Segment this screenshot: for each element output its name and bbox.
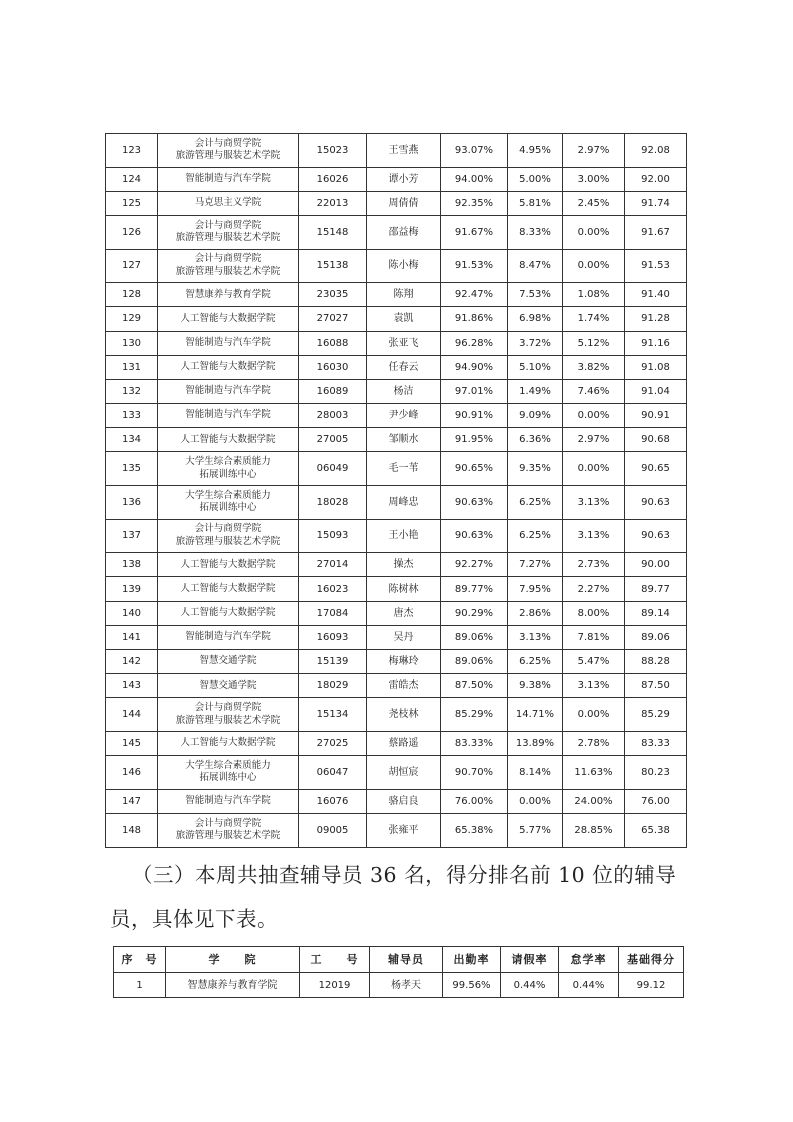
college-line: 人工智能与大数据学院 (180, 582, 276, 594)
cell-score: 89.14 (625, 601, 687, 625)
cell-id: 18028 (299, 486, 367, 520)
cell-college (158, 134, 299, 168)
cell-college (158, 650, 299, 674)
college-line: 大学生综合素质能力 (185, 489, 271, 501)
cell-rank: 131 (106, 355, 158, 379)
table-row (106, 486, 687, 520)
table-row (106, 813, 687, 847)
cell-leave: 5.81% (508, 191, 563, 215)
cell-name: 陈树林 (367, 577, 441, 601)
cell-id: 15139 (299, 650, 367, 674)
college-line: 人工智能与大数据学院 (180, 606, 276, 618)
cell-leave: 6.98% (508, 307, 563, 331)
cell-name: 谭小芳 (367, 167, 441, 191)
cell-name: 杨洁 (367, 379, 441, 403)
college-line: 智能制造与汽车学院 (185, 795, 271, 807)
cell-name: 陈小梅 (367, 249, 441, 283)
cell-leave: 8.14% (508, 756, 563, 790)
college-line: 旅游管理与服装艺术学院 (175, 714, 281, 726)
cell-rank: 140 (106, 601, 158, 625)
cell-rank: 148 (106, 813, 158, 847)
cell-leave: 2.86% (508, 601, 563, 625)
cell-name: 胡恒宸 (367, 756, 441, 790)
table-cell: 0.44% (501, 973, 559, 998)
cell-absence: 3.13% (563, 674, 625, 698)
table-row (106, 625, 687, 649)
table-cell: 杨孝天 (370, 973, 443, 998)
top10-table (113, 946, 684, 998)
cell-name: 操杰 (367, 553, 441, 577)
cell-absence: 0.00% (563, 452, 625, 486)
cell-absence: 2.97% (563, 428, 625, 452)
cell-score: 91.28 (625, 307, 687, 331)
cell-rank: 143 (106, 674, 158, 698)
table-cell: 0.44% (559, 973, 619, 998)
cell-rank: 139 (106, 577, 158, 601)
table-row (106, 191, 687, 215)
cell-college (158, 486, 299, 520)
cell-leave: 8.33% (508, 215, 563, 249)
cell-rank: 135 (106, 452, 158, 486)
college-line: 大学生综合素质能力 (185, 456, 271, 468)
cell-college (158, 756, 299, 790)
college-line: 人工智能与大数据学院 (180, 433, 276, 445)
cell-attendance: 90.63% (441, 519, 508, 553)
cell-attendance: 90.70% (441, 756, 508, 790)
column-header: 辅导员 (370, 947, 443, 973)
cell-absence: 28.85% (563, 813, 625, 847)
college-line: 会计与商贸学院 (194, 523, 262, 535)
cell-college (158, 601, 299, 625)
college-line: 旅游管理与服装艺术学院 (175, 830, 281, 842)
cell-rank: 141 (106, 625, 158, 649)
cell-score: 91.04 (625, 379, 687, 403)
cell-attendance: 90.65% (441, 452, 508, 486)
cell-college (158, 625, 299, 649)
cell-id: 27005 (299, 428, 367, 452)
college-line: 拓展训练中心 (199, 772, 257, 784)
college-line: 旅游管理与服装艺术学院 (175, 265, 281, 277)
table-row (106, 789, 687, 813)
cell-rank: 136 (106, 486, 158, 520)
cell-score: 91.40 (625, 283, 687, 307)
cell-rank: 138 (106, 553, 158, 577)
cell-college (158, 731, 299, 755)
cell-college (158, 674, 299, 698)
cell-name: 尹少峰 (367, 404, 441, 428)
table-cell: 12019 (300, 973, 370, 998)
cell-attendance: 89.06% (441, 625, 508, 649)
cell-rank: 123 (106, 134, 158, 168)
cell-rank: 129 (106, 307, 158, 331)
section-paragraph (110, 853, 695, 941)
cell-attendance: 76.00% (441, 789, 508, 813)
college-line: 大学生综合素质能力 (185, 759, 271, 771)
cell-absence: 1.08% (563, 283, 625, 307)
cell-absence: 0.00% (563, 698, 625, 732)
college-line: 智能制造与汽车学院 (185, 385, 271, 397)
cell-attendance: 90.91% (441, 404, 508, 428)
cell-attendance: 89.77% (441, 577, 508, 601)
cell-id: 15138 (299, 249, 367, 283)
cell-leave: 6.25% (508, 650, 563, 674)
cell-id: 16030 (299, 355, 367, 379)
cell-attendance: 65.38% (441, 813, 508, 847)
cell-leave: 14.71% (508, 698, 563, 732)
cell-score: 90.63 (625, 486, 687, 520)
cell-absence: 3.00% (563, 167, 625, 191)
cell-leave: 5.00% (508, 167, 563, 191)
cell-id: 27027 (299, 307, 367, 331)
cell-attendance: 87.50% (441, 674, 508, 698)
table-row (106, 428, 687, 452)
cell-name: 骆启良 (367, 789, 441, 813)
cell-attendance: 83.33% (441, 731, 508, 755)
cell-college (158, 789, 299, 813)
top10-header-row (114, 947, 684, 973)
cell-score: 76.00 (625, 789, 687, 813)
paragraph-text: （三）本周共抽查辅导员 36 名，得分排名前 10 位的辅导员，具体见下表。 (110, 863, 677, 931)
cell-id: 06047 (299, 756, 367, 790)
cell-college (158, 698, 299, 732)
cell-name: 张亚飞 (367, 331, 441, 355)
cell-college (158, 355, 299, 379)
cell-name: 周峰忠 (367, 486, 441, 520)
table-row (106, 134, 687, 168)
table-row (106, 355, 687, 379)
cell-attendance: 94.00% (441, 167, 508, 191)
cell-name: 王雪燕 (367, 134, 441, 168)
table-cell: 99.56% (443, 973, 501, 998)
cell-id: 16088 (299, 331, 367, 355)
table-row (106, 601, 687, 625)
cell-college (158, 452, 299, 486)
cell-score: 90.65 (625, 452, 687, 486)
cell-leave: 0.00% (508, 789, 563, 813)
cell-leave: 3.72% (508, 331, 563, 355)
cell-absence: 0.00% (563, 215, 625, 249)
cell-score: 80.23 (625, 756, 687, 790)
college-line: 智慧康养与教育学院 (185, 288, 271, 300)
cell-absence: 2.73% (563, 553, 625, 577)
cell-college (158, 404, 299, 428)
cell-rank: 137 (106, 519, 158, 553)
college-line: 拓展训练中心 (199, 502, 257, 514)
cell-leave: 9.09% (508, 404, 563, 428)
table-row (106, 731, 687, 755)
cell-rank: 124 (106, 167, 158, 191)
cell-college (158, 167, 299, 191)
college-line: 马克思主义学院 (194, 197, 262, 209)
cell-college (158, 428, 299, 452)
college-line: 智慧交通学院 (199, 679, 257, 691)
cell-name: 邹顺水 (367, 428, 441, 452)
cell-score: 91.74 (625, 191, 687, 215)
cell-college (158, 331, 299, 355)
table-row (106, 577, 687, 601)
college-line: 旅游管理与服装艺术学院 (175, 535, 281, 547)
cell-leave: 7.27% (508, 553, 563, 577)
cell-college (158, 379, 299, 403)
cell-id: 15148 (299, 215, 367, 249)
cell-leave: 7.53% (508, 283, 563, 307)
cell-college (158, 249, 299, 283)
cell-score: 87.50 (625, 674, 687, 698)
cell-attendance: 93.07% (441, 134, 508, 168)
table-cell: 99.12 (619, 973, 684, 998)
cell-college (158, 519, 299, 553)
cell-id: 16076 (299, 789, 367, 813)
cell-score: 90.91 (625, 404, 687, 428)
college-line: 人工智能与大数据学院 (180, 312, 276, 324)
cell-rank: 126 (106, 215, 158, 249)
table-row (106, 650, 687, 674)
cell-rank: 142 (106, 650, 158, 674)
ranking-table (105, 133, 687, 848)
cell-name: 张雍平 (367, 813, 441, 847)
cell-rank: 144 (106, 698, 158, 732)
cell-name: 袁凯 (367, 307, 441, 331)
cell-college (158, 191, 299, 215)
cell-id: 15023 (299, 134, 367, 168)
ranking-table-body (106, 134, 687, 848)
college-line: 智能制造与汽车学院 (185, 336, 271, 348)
cell-name: 任春云 (367, 355, 441, 379)
cell-id: 09005 (299, 813, 367, 847)
cell-name: 梅琳玲 (367, 650, 441, 674)
cell-id: 16023 (299, 577, 367, 601)
cell-score: 91.67 (625, 215, 687, 249)
cell-leave: 6.36% (508, 428, 563, 452)
cell-college (158, 307, 299, 331)
cell-attendance: 85.29% (441, 698, 508, 732)
column-header: 学 院 (166, 947, 300, 973)
cell-score: 92.08 (625, 134, 687, 168)
cell-id: 06049 (299, 452, 367, 486)
cell-absence: 3.13% (563, 519, 625, 553)
cell-absence: 7.46% (563, 379, 625, 403)
college-line: 人工智能与大数据学院 (180, 737, 276, 749)
college-line: 旅游管理与服装艺术学院 (175, 232, 281, 244)
cell-attendance: 92.27% (441, 553, 508, 577)
cell-college (158, 283, 299, 307)
cell-absence: 2.97% (563, 134, 625, 168)
column-header: 请假率 (501, 947, 559, 973)
cell-attendance: 92.35% (441, 191, 508, 215)
cell-rank: 147 (106, 789, 158, 813)
cell-score: 90.63 (625, 519, 687, 553)
cell-absence: 11.63% (563, 756, 625, 790)
table-row (106, 553, 687, 577)
cell-college (158, 215, 299, 249)
cell-attendance: 90.29% (441, 601, 508, 625)
cell-absence: 2.78% (563, 731, 625, 755)
cell-absence: 24.00% (563, 789, 625, 813)
table-cell: 1 (114, 973, 166, 998)
cell-leave: 5.10% (508, 355, 563, 379)
cell-absence: 7.81% (563, 625, 625, 649)
cell-absence: 8.00% (563, 601, 625, 625)
cell-id: 22013 (299, 191, 367, 215)
table-row (106, 452, 687, 486)
cell-leave: 9.38% (508, 674, 563, 698)
cell-leave: 1.49% (508, 379, 563, 403)
cell-id: 28003 (299, 404, 367, 428)
table-row (106, 167, 687, 191)
cell-id: 18029 (299, 674, 367, 698)
table-row (106, 519, 687, 553)
table-row (106, 215, 687, 249)
cell-score: 92.00 (625, 167, 687, 191)
table-row (106, 674, 687, 698)
table-row (106, 404, 687, 428)
cell-leave: 6.25% (508, 486, 563, 520)
cell-rank: 125 (106, 191, 158, 215)
cell-name: 雷皓杰 (367, 674, 441, 698)
cell-score: 89.77 (625, 577, 687, 601)
column-header: 基础得分 (619, 947, 684, 973)
cell-score: 91.08 (625, 355, 687, 379)
table-row (106, 331, 687, 355)
cell-attendance: 90.63% (441, 486, 508, 520)
cell-score: 88.28 (625, 650, 687, 674)
column-header: 出勤率 (443, 947, 501, 973)
college-line: 会计与商贸学院 (194, 702, 262, 714)
cell-name: 毛一苇 (367, 452, 441, 486)
cell-leave: 5.77% (508, 813, 563, 847)
cell-id: 15134 (299, 698, 367, 732)
table-row (114, 973, 684, 998)
cell-score: 89.06 (625, 625, 687, 649)
cell-attendance: 94.90% (441, 355, 508, 379)
cell-attendance: 96.28% (441, 331, 508, 355)
cell-id: 23035 (299, 283, 367, 307)
cell-name: 吴丹 (367, 625, 441, 649)
cell-rank: 128 (106, 283, 158, 307)
college-line: 会计与商贸学院 (194, 253, 262, 265)
top10-table-body (114, 973, 684, 998)
cell-leave: 6.25% (508, 519, 563, 553)
cell-absence: 2.45% (563, 191, 625, 215)
cell-name: 尧枝林 (367, 698, 441, 732)
cell-rank: 134 (106, 428, 158, 452)
table-row (106, 379, 687, 403)
cell-id: 16026 (299, 167, 367, 191)
cell-leave: 8.47% (508, 249, 563, 283)
cell-absence: 3.82% (563, 355, 625, 379)
cell-attendance: 92.47% (441, 283, 508, 307)
cell-name: 唐杰 (367, 601, 441, 625)
cell-rank: 132 (106, 379, 158, 403)
cell-attendance: 91.95% (441, 428, 508, 452)
college-line: 人工智能与大数据学院 (180, 361, 276, 373)
college-line: 人工智能与大数据学院 (180, 558, 276, 570)
cell-attendance: 91.53% (441, 249, 508, 283)
cell-name: 王小艳 (367, 519, 441, 553)
cell-absence: 2.27% (563, 577, 625, 601)
cell-absence: 3.13% (563, 486, 625, 520)
cell-name: 陈翔 (367, 283, 441, 307)
cell-college (158, 813, 299, 847)
college-line: 会计与商贸学院 (194, 817, 262, 829)
college-line: 智能制造与汽车学院 (185, 409, 271, 421)
table-row (106, 307, 687, 331)
cell-absence: 1.74% (563, 307, 625, 331)
cell-attendance: 97.01% (441, 379, 508, 403)
cell-attendance: 91.67% (441, 215, 508, 249)
cell-score: 91.16 (625, 331, 687, 355)
column-header: 怠学率 (559, 947, 619, 973)
college-line: 旅游管理与服装艺术学院 (175, 150, 281, 162)
college-line: 智能制造与汽车学院 (185, 172, 271, 184)
college-line: 智能制造与汽车学院 (185, 631, 271, 643)
college-line: 会计与商贸学院 (194, 137, 262, 149)
table-row (106, 249, 687, 283)
cell-absence: 0.00% (563, 249, 625, 283)
cell-leave: 7.95% (508, 577, 563, 601)
college-line: 拓展训练中心 (199, 468, 257, 480)
cell-absence: 5.47% (563, 650, 625, 674)
cell-id: 16089 (299, 379, 367, 403)
cell-rank: 130 (106, 331, 158, 355)
cell-rank: 145 (106, 731, 158, 755)
column-header: 序 号 (114, 947, 166, 973)
college-line: 会计与商贸学院 (194, 219, 262, 231)
cell-college (158, 577, 299, 601)
cell-score: 83.33 (625, 731, 687, 755)
cell-leave: 4.95% (508, 134, 563, 168)
cell-rank: 133 (106, 404, 158, 428)
cell-name: 邵益梅 (367, 215, 441, 249)
cell-attendance: 89.06% (441, 650, 508, 674)
column-header: 工 号 (300, 947, 370, 973)
cell-leave: 13.89% (508, 731, 563, 755)
cell-name: 周倩倩 (367, 191, 441, 215)
cell-score: 85.29 (625, 698, 687, 732)
cell-absence: 5.12% (563, 331, 625, 355)
cell-id: 16093 (299, 625, 367, 649)
cell-score: 65.38 (625, 813, 687, 847)
table-row (106, 283, 687, 307)
cell-rank: 127 (106, 249, 158, 283)
college-line: 智慧交通学院 (199, 655, 257, 667)
cell-score: 90.00 (625, 553, 687, 577)
cell-absence: 0.00% (563, 404, 625, 428)
table-row (106, 698, 687, 732)
cell-score: 91.53 (625, 249, 687, 283)
table-cell: 智慧康养与教育学院 (166, 973, 300, 998)
cell-id: 27025 (299, 731, 367, 755)
cell-score: 90.68 (625, 428, 687, 452)
cell-id: 17084 (299, 601, 367, 625)
cell-leave: 3.13% (508, 625, 563, 649)
cell-leave: 9.35% (508, 452, 563, 486)
cell-attendance: 91.86% (441, 307, 508, 331)
cell-id: 15093 (299, 519, 367, 553)
cell-rank: 146 (106, 756, 158, 790)
cell-name: 蔡路遥 (367, 731, 441, 755)
table-row (106, 756, 687, 790)
cell-id: 27014 (299, 553, 367, 577)
cell-college (158, 553, 299, 577)
